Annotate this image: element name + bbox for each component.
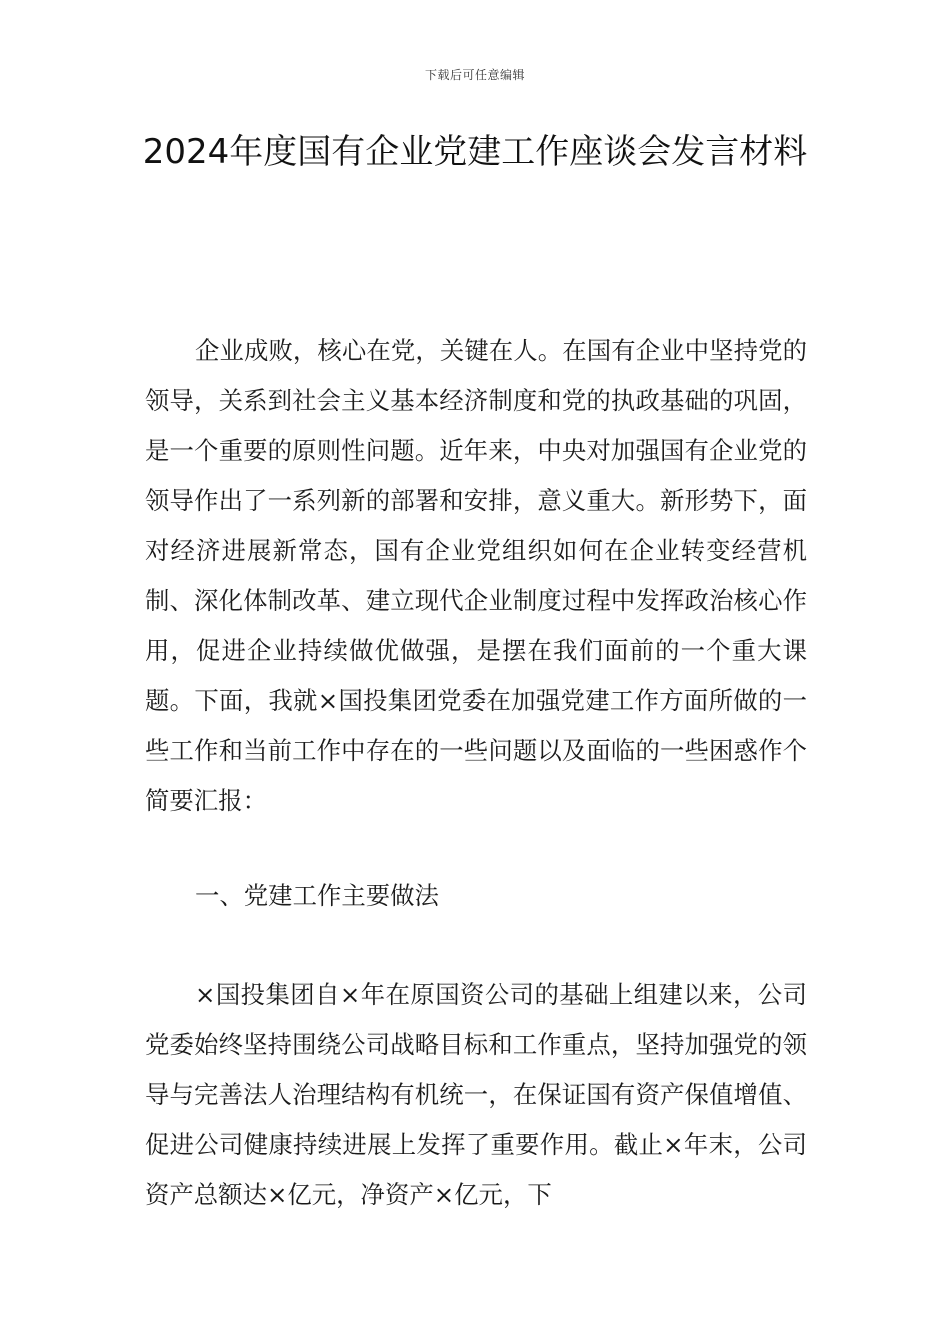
intro-paragraph: 企业成败，核心在党，关键在人。在国有企业中坚持党的领导，关系到社会主义基本经济制度和党的执政基础的巩固，是一个重要的原则性问题。近年来，中央对加强国有企业党的领导作出了一系列新的部署和安排，意义重大。新形势下，面对经济进展新常态，国有企业党组织如何在企业转变经营机制、深化体制改革、建立现代企业制度过程中发挥政治核心作用，促进企业持续做优做强，是摆在我们面前的一个重大课题。下面，我就×国投集团党委在加强党建工作方面所做的一些工作和当前工作中存在的一些问题以及面临的一些困惑作个简要汇报：	[145, 336, 807, 815]
section-heading: 一、党建工作主要做法	[195, 881, 439, 910]
header-note: 下载后可任意编辑	[424, 68, 525, 82]
document-title: 2024年度国有企业党建工作座谈会发言材料	[142, 132, 808, 172]
section-paragraph: ×国投集团自×年在原国资公司的基础上组建以来，公司党委始终坚持围绕公司战略目标和工作重点，坚持加强党的领导与完善法人治理结构有机统一，在保证国有资产保值增值、促进公司健康持续进展上发挥了重要作用。截止×年末，公司资产总额达×亿元，净资产×亿元，下	[145, 980, 807, 1209]
